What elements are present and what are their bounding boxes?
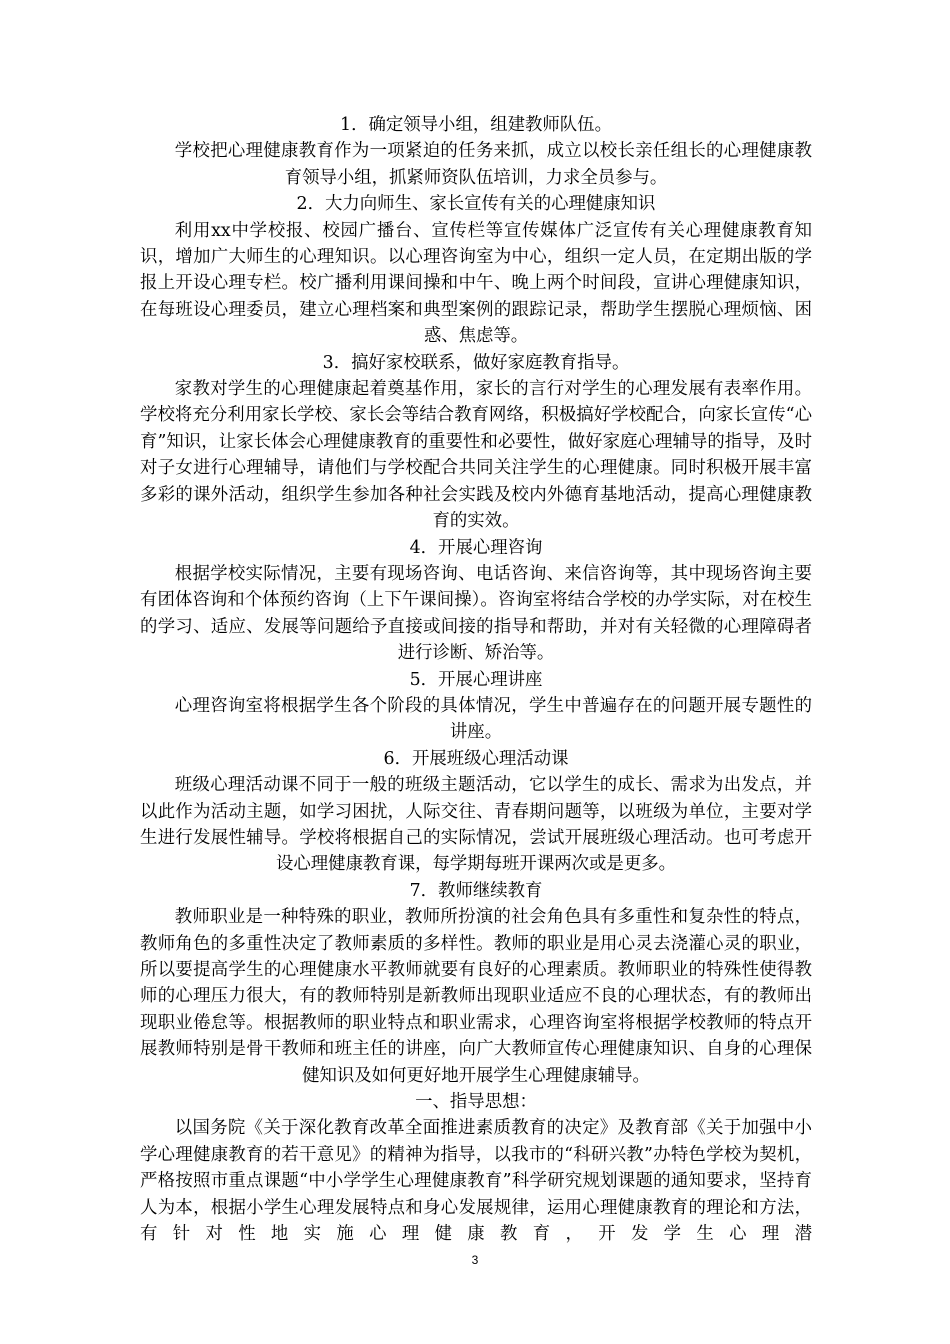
section-heading: 4．开展心理咨询 (409, 537, 543, 558)
section-paragraph: 家教对学生的心理健康起着奠基作用，家长的言行对学生的心理发展有表率作用。学校将充分利用家长学校、家长会等结合教育网络，积极搞好学校配合，向家长宣传“心育”知识，让家长体会心理健康教育的重要性和必要性，做好家庭心理辅导的指导，及时对子女进行心理辅导，请他们与学校配合共同关注学生的心理健康。同时积极开展丰富多彩的课外活动，组织学生参加各种社会实践及校内外德育基地活动，提高心理健康教育的实效。 (140, 379, 812, 532)
section-paragraph: 心理咨询室将根据学生各个阶段的具体情况，学生中普遍存在的问题开展专题性的讲座。 (174, 695, 812, 743)
section-heading: 3．搞好家校联系，做好家庭教育指导。 (322, 352, 630, 373)
document-body (140, 112, 812, 1247)
section-heading: 2．大力向师生、家长宣传有关的心理健康知识 (296, 194, 656, 215)
section-paragraph: 学校把心理健康教育作为一项紧迫的任务来抓，成立以校长亲任组长的心理健康教育领导小组，抓紧师资队伍培训，力求全员参与。 (174, 141, 812, 188)
section-heading: 5．开展心理讲座 (409, 669, 543, 690)
section-paragraph: 根据学校实际情况，主要有现场咨询、电话咨询、来信咨询等，其中现场咨询主要有团体咨询和个体预约咨询（上下午课间操）。咨询室将结合学校的办学实际，对在校生的学习、适应、发展等问题给予直接或间接的指导和帮助，并对有关轻微的心理障碍者进行诊断、矫治等。 (140, 563, 812, 664)
section-paragraph: 班级心理活动课不同于一般的班级主题活动，它以学生的成长、需求为出发点，并以此作为活动主题，如学习困扰，人际交往、青春期问题等，以班级为单位，主要对学生进行发展性辅导。学校将根据自己的实际情况，尝试开展班级心理活动。也可考虑开设心理健康教育课，每学期每班开课两次或是更多。 (140, 775, 812, 875)
section-heading: 6．开展班级心理活动课 (383, 748, 569, 769)
section-heading: 7．教师继续教育 (409, 880, 543, 901)
section-heading: 一、指导思想： (415, 1092, 537, 1113)
page-number: 3 (471, 1253, 479, 1267)
section-heading: 1．确定领导小组，组建教师队伍。 (340, 115, 612, 135)
section-paragraph: 教师职业是一种特殊的职业，教师所扮演的社会角色具有多重性和复杂性的特点，教师角色的多重性决定了教师素质的多样性。教师的职业是用心灵去浇灌心灵的职业，所以要提高学生的心理健康水平教师就要有良好的心理素质。教师职业的特殊性使得教师的心理压力很大，有的教师特别是新教师出现职业适应不良的心理状态，有的教师出现职业倦怠等。根据教师的职业特点和职业需求，心理咨询室将根据学校教师的特点开展教师特别是骨干教师和班主任的讲座，向广大教师宣传心理健康知识、自身的心理保健知识及如何更好地开展学生心理健康辅导。 (140, 907, 812, 1086)
section-paragraph: 以国务院《关于深化教育改革全面推进素质教育的决定》及教育部《关于加强中小学心理健康教育的若干意见》的精神为指导，以我市的“科研兴教”办特色学校为契机，严格按照市重点课题“中小学学生心理健康教育”科学研究规划课题的通知要求，坚持育人为本，根据小学生心理发展特点和身心发展规律，运用心理健康教育的理论和方法，有针对性地实施心理健康教育，开发学生心理潜 (140, 1118, 812, 1245)
section-paragraph: 利用xx中学校报、校园广播台、宣传栏等宣传媒体广泛宣传有关心理健康教育知识，增加广大师生的心理知识。以心理咨询室为中心，组织一定人员，在定期出版的学报上开设心理专栏。校广播利用课间操和中午、晚上两个时间段，宣讲心理健康知识，在每班设心理委员，建立心理档案和典型案例的跟踪记录，帮助学生摆脱心理烦恼、困惑、焦虑等。 (140, 220, 812, 347)
